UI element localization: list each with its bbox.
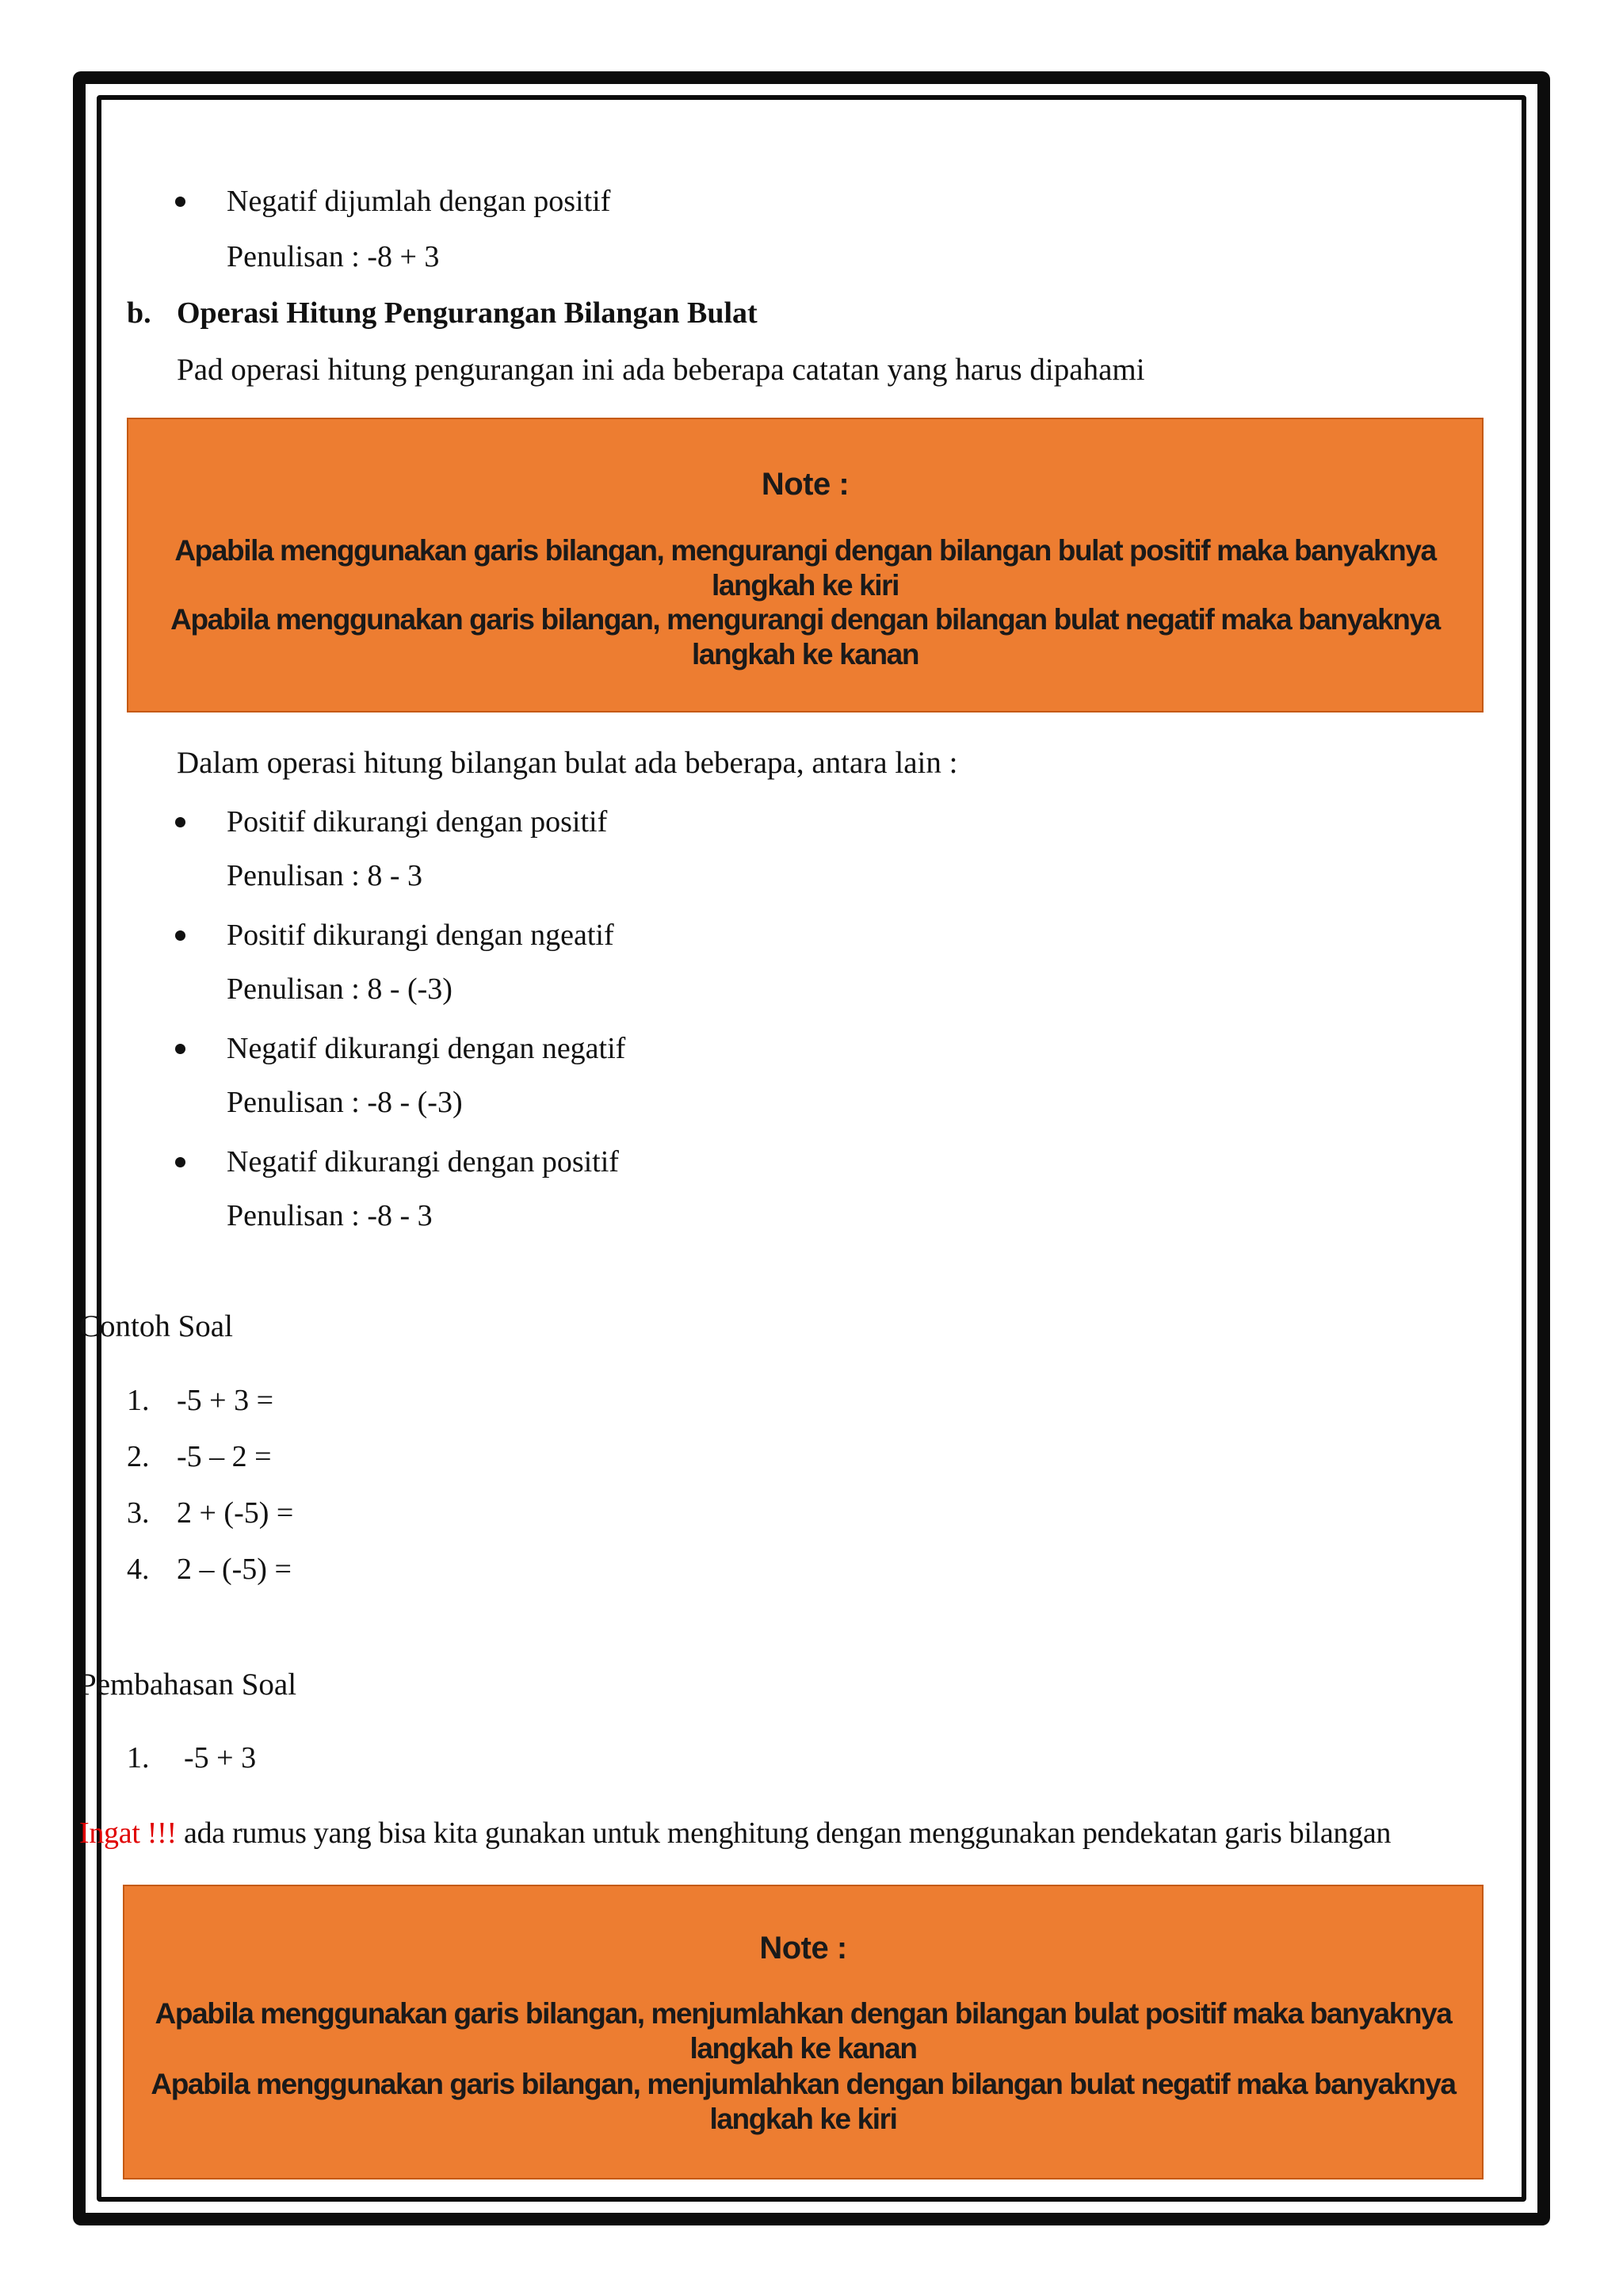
- example-text: 2 + (-5) =: [177, 1496, 294, 1530]
- note-line: Apabila menggunakan garis bilangan, mengurangi dengan bilangan bulat positif maka banyaknya langkah ke kiri: [174, 534, 1436, 602]
- list-item-formula: Penulisan : -8 - (-3): [227, 1086, 463, 1119]
- example-text: 2 – (-5) =: [177, 1553, 292, 1586]
- list-item-formula: Penulisan : -8 + 3: [227, 240, 440, 273]
- examples-heading: Contoh Soal: [79, 1309, 233, 1343]
- example-number: 4.: [127, 1553, 150, 1586]
- section-intro: Pad operasi hitung pengurangan ini ada beberapa catatan yang harus dipahami: [177, 353, 1145, 387]
- list-item-label: Negatif dikurangi dengan positif: [227, 1145, 619, 1179]
- note-box: [127, 418, 1484, 712]
- subtraction-intro: Dalam operasi hitung bilangan bulat ada beberapa, antara lain :: [177, 746, 958, 780]
- note-box: [123, 1885, 1484, 2179]
- note-line: Apabila menggunakan garis bilangan, menjumlahkan dengan bilangan bulat positif maka banyaknya langkah ke kanan: [155, 1997, 1452, 2065]
- example-number: 2.: [127, 1440, 150, 1473]
- list-item-label: Negatif dijumlah dengan positif: [227, 185, 611, 218]
- note-title: Note :: [761, 467, 850, 502]
- list-item-label: Positif dikurangi dengan ngeatif: [227, 919, 614, 952]
- list-item-formula: Penulisan : -8 - 3: [227, 1199, 433, 1232]
- bullet-icon: [175, 930, 185, 941]
- example-text: -5 + 3 =: [177, 1384, 274, 1417]
- note-line: Apabila menggunakan garis bilangan, menjumlahkan dengan bilangan bulat negatif maka banyaknya langkah ke kiri: [151, 2068, 1456, 2135]
- bullet-icon: [175, 197, 185, 207]
- remember-label: Ingat !!!: [79, 1817, 177, 1850]
- example-number: 3.: [127, 1496, 150, 1530]
- discussion-heading: Pembahasan Soal: [79, 1668, 297, 1702]
- remember-line: [79, 1816, 1391, 1851]
- list-item-label: Positif dikurangi dengan positif: [227, 805, 608, 839]
- section-letter: b.: [127, 296, 151, 330]
- list-item-formula: Penulisan : 8 - (-3): [227, 972, 453, 1006]
- bullet-icon: [175, 1044, 185, 1054]
- example-text: -5 – 2 =: [177, 1440, 272, 1473]
- list-item-formula: Penulisan : 8 - 3: [227, 859, 422, 892]
- example-number: 1.: [127, 1384, 150, 1417]
- note-title: Note :: [759, 1931, 847, 1966]
- list-item-label: Negatif dikurangi dengan negatif: [227, 1032, 626, 1065]
- discussion-number: 1.: [127, 1741, 150, 1775]
- remember-text: ada rumus yang bisa kita gunakan untuk menghitung dengan menggunakan pendekatan garis bilangan: [176, 1817, 1392, 1850]
- bullet-icon: [175, 817, 185, 827]
- note-line: Apabila menggunakan garis bilangan, mengurangi dengan bilangan bulat negatif maka banyaknya langkah ke kanan: [170, 603, 1440, 670]
- bullet-icon: [175, 1157, 185, 1167]
- discussion-text: -5 + 3: [184, 1741, 257, 1775]
- section-title: Operasi Hitung Pengurangan Bilangan Bulat: [177, 296, 758, 330]
